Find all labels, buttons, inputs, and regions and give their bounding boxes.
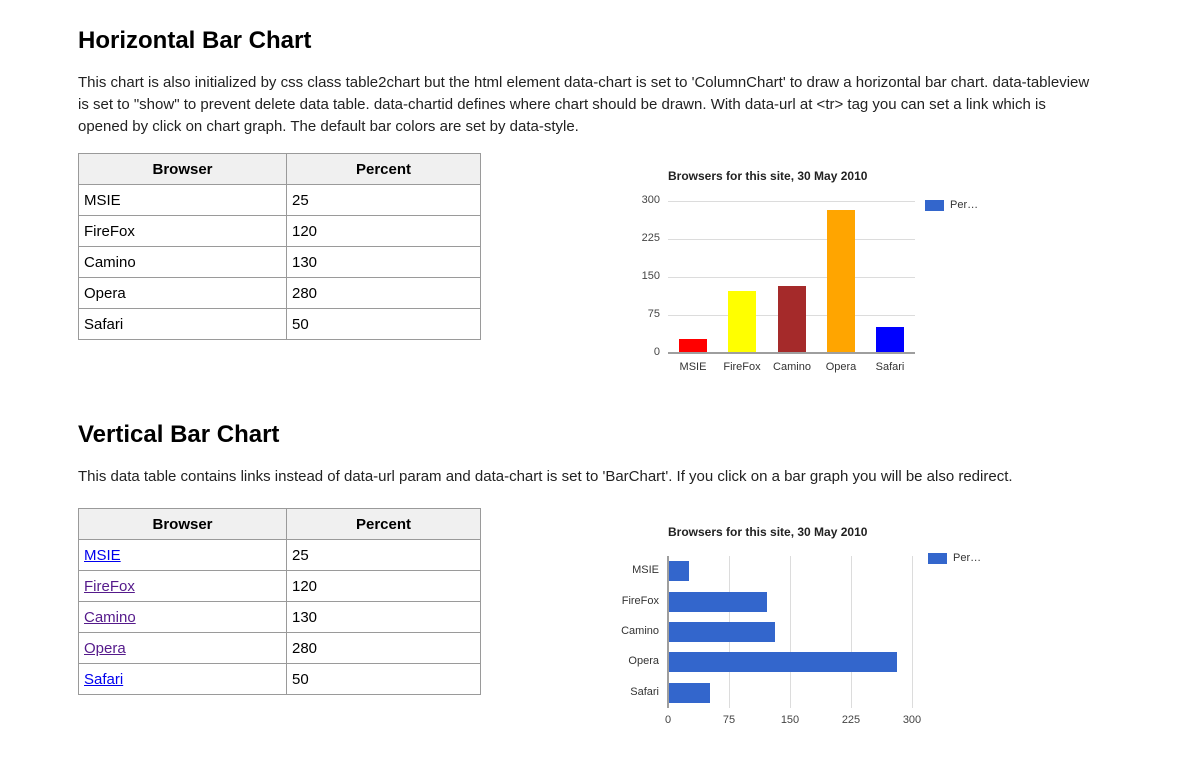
- table-row: [79, 185, 481, 216]
- bar-opera[interactable]: [669, 652, 897, 672]
- column-header-browser: Browser: [79, 509, 287, 540]
- column-bar-opera[interactable]: [827, 210, 855, 352]
- y-category-label: MSIE: [632, 564, 659, 576]
- y-tick-label: 300: [641, 194, 660, 206]
- x-tick-label: 75: [722, 714, 736, 726]
- table-header-row: [79, 154, 481, 185]
- y-category-label: FireFox: [621, 595, 659, 607]
- column-header-browser: Browser: [79, 154, 287, 185]
- column-bar-msie[interactable]: [679, 339, 707, 352]
- browser-link-opera[interactable]: Opera: [84, 639, 126, 657]
- browser-cell: [79, 540, 287, 571]
- x-category-label: Opera: [825, 361, 857, 373]
- gridline: [668, 201, 915, 202]
- percent-cell: 280: [287, 633, 481, 664]
- percent-cell: 130: [287, 247, 481, 278]
- gridline: [912, 556, 913, 708]
- gridline: [790, 556, 791, 708]
- browser-cell: [79, 571, 287, 602]
- legend-swatch-icon: [928, 553, 947, 564]
- bar-camino[interactable]: [669, 622, 775, 642]
- browser-cell: Opera: [79, 278, 287, 309]
- bar-chart: [620, 520, 1030, 735]
- browser-link-msie[interactable]: MSIE: [84, 546, 121, 564]
- browser-percent-table-1: [78, 153, 481, 340]
- bar-safari[interactable]: [669, 683, 710, 703]
- y-tick-label: 75: [647, 308, 660, 320]
- browser-cell: MSIE: [79, 185, 287, 216]
- chart-title: Browsers for this site, 30 May 2010: [668, 169, 868, 183]
- gridline: [851, 556, 852, 708]
- browser-link-safari[interactable]: Safari: [84, 670, 124, 688]
- table-row: [79, 633, 481, 664]
- x-category-label: Safari: [875, 361, 905, 373]
- legend-label: Per…: [950, 199, 979, 211]
- table-row: [79, 540, 481, 571]
- browser-link-firefox[interactable]: FireFox: [84, 577, 135, 595]
- legend-swatch-icon: [925, 200, 944, 211]
- percent-cell: 25: [287, 540, 481, 571]
- x-axis-baseline: [668, 352, 915, 354]
- browser-cell: FireFox: [79, 216, 287, 247]
- table-row: [79, 216, 481, 247]
- y-category-label: Opera: [628, 655, 659, 667]
- browser-cell: [79, 602, 287, 633]
- column-header-percent: Percent: [287, 154, 481, 185]
- table-row: [79, 602, 481, 633]
- chart-title: Browsers for this site, 30 May 2010: [668, 525, 868, 539]
- section-description-horizontal: This chart is also initialized by css class table2chart but the html element data-chart is set to 'ColumnChart' to draw a horizontal bar chart. data-tableview is set to "show" to prevent delete data table. data-chartid defines where chart should be drawn. With data-url at <tr> tag you can set a link which is opened by click on chart graph. The default bar colors are set by data-style.: [78, 74, 1090, 135]
- column-bar-safari[interactable]: [876, 327, 904, 352]
- y-tick-label: 150: [641, 270, 660, 282]
- section-heading-horizontal-bar-chart: Horizontal Bar Chart: [78, 27, 312, 54]
- section-heading-vertical-bar-chart: Vertical Bar Chart: [78, 421, 280, 448]
- x-category-label: FireFox: [723, 361, 761, 373]
- bar-firefox[interactable]: [669, 592, 767, 612]
- x-tick-label: 300: [902, 714, 922, 726]
- table-header-row: [79, 509, 481, 540]
- y-tick-label: 0: [653, 346, 660, 358]
- column-header-percent: Percent: [287, 509, 481, 540]
- x-category-label: Camino: [773, 361, 811, 373]
- column-chart: [630, 165, 980, 380]
- percent-cell: 280: [287, 278, 481, 309]
- percent-cell: 120: [287, 216, 481, 247]
- table-row: [79, 278, 481, 309]
- x-tick-label: 150: [780, 714, 800, 726]
- browser-cell: Safari: [79, 309, 287, 340]
- browser-cell: Camino: [79, 247, 287, 278]
- table-row: [79, 664, 481, 695]
- browser-percent-table-2: [78, 508, 481, 695]
- legend-label: Per…: [953, 552, 982, 564]
- browser-cell: [79, 633, 287, 664]
- browser-link-camino[interactable]: Camino: [84, 608, 136, 626]
- y-category-label: Camino: [621, 625, 659, 637]
- percent-cell: 25: [287, 185, 481, 216]
- column-bar-camino[interactable]: [778, 286, 806, 352]
- percent-cell: 130: [287, 602, 481, 633]
- bar-msie[interactable]: [669, 561, 689, 581]
- percent-cell: 50: [287, 309, 481, 340]
- table-row: [79, 309, 481, 340]
- y-tick-label: 225: [641, 232, 660, 244]
- column-bar-firefox[interactable]: [728, 291, 756, 352]
- y-category-label: Safari: [630, 686, 659, 698]
- y-axis-baseline: [667, 556, 669, 708]
- percent-cell: 50: [287, 664, 481, 695]
- gridline: [668, 277, 915, 278]
- x-tick-label: 0: [664, 714, 672, 726]
- x-category-label: MSIE: [679, 361, 707, 373]
- table-row: [79, 247, 481, 278]
- section-description-vertical: This data table contains links instead of data-url param and data-chart is set to 'BarChart'. If you click on a bar graph you will be also redirect.: [78, 468, 1013, 485]
- table-row: [79, 571, 481, 602]
- percent-cell: 120: [287, 571, 481, 602]
- browser-cell: [79, 664, 287, 695]
- gridline: [668, 239, 915, 240]
- x-tick-label: 225: [841, 714, 861, 726]
